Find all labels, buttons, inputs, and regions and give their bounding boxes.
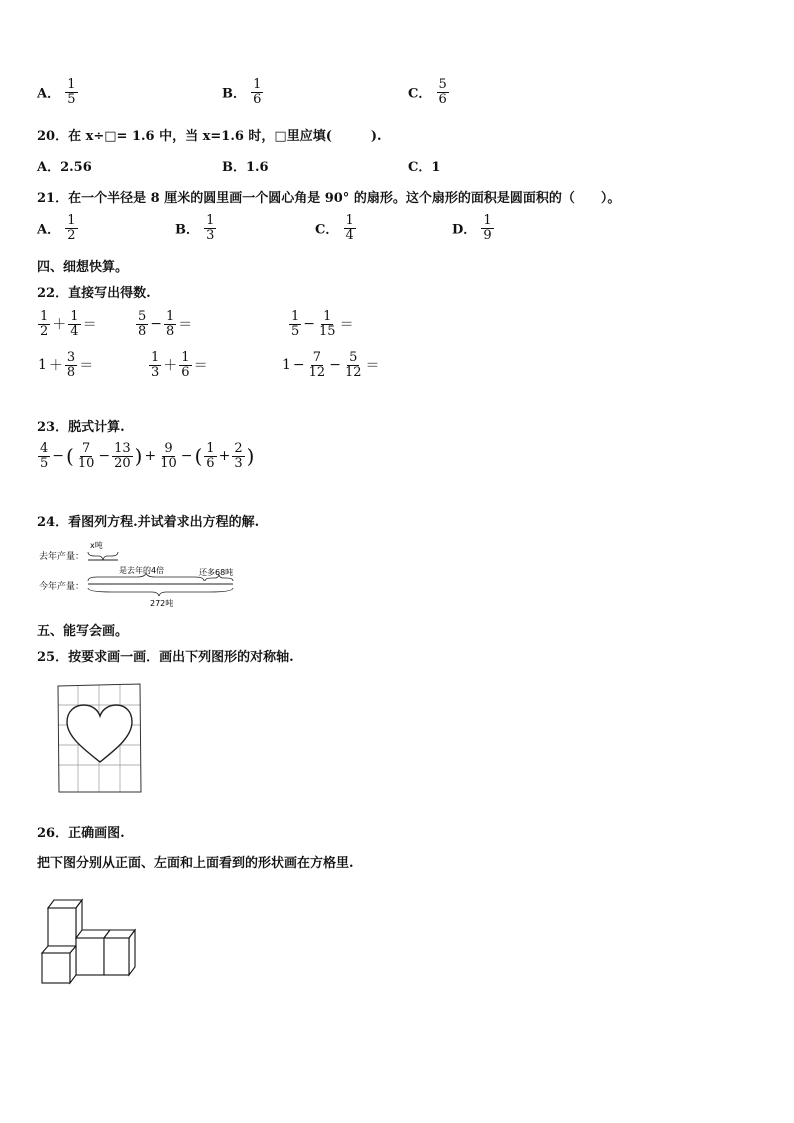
denominator: 8 xyxy=(138,323,147,339)
times-label: 是去年的4倍 xyxy=(119,566,165,575)
paren: ( xyxy=(194,444,203,469)
denominator: 8 xyxy=(166,323,175,339)
equals: ＝ xyxy=(365,358,380,375)
q22-expr-3 xyxy=(288,310,355,338)
q21-stem: 21．在一个半径是 8 厘米的圆里画一个圆心角是 90° 的扇形。这个扇形的面积是圆面积的（ ）。 xyxy=(37,191,621,206)
operator: − xyxy=(303,316,316,333)
q21-option-b xyxy=(175,214,217,242)
operator: − xyxy=(150,316,163,333)
numerator: 1 xyxy=(291,309,300,324)
fraction xyxy=(158,442,179,470)
denominator: 2 xyxy=(67,227,76,243)
section-4-title: 四、细想快算。 xyxy=(37,260,129,275)
numerator: 1 xyxy=(253,77,262,92)
q20-stem: 20．在 x÷□= 1.6 中，当 x=1.6 时，□里应填( ). xyxy=(37,129,382,144)
fraction xyxy=(65,214,77,242)
q25-stem: 25．按要求画一画．画出下列图形的对称轴. xyxy=(37,650,294,665)
q24-stem: 24．看图列方程.并试着求出方程的解. xyxy=(37,515,260,530)
equals: ＝ xyxy=(178,317,193,334)
fraction xyxy=(149,351,161,379)
denominator: 3 xyxy=(206,227,215,243)
numerator: 1 xyxy=(40,309,49,324)
operator: + xyxy=(144,448,157,465)
operator: − xyxy=(98,448,111,465)
numerator: 1 xyxy=(181,350,190,365)
cube-stack-figure xyxy=(38,892,138,986)
q22-expr-6 xyxy=(281,351,380,379)
fraction xyxy=(76,442,97,470)
numerator: 1 xyxy=(67,213,76,228)
numerator: 7 xyxy=(312,350,322,365)
fraction xyxy=(112,442,133,470)
denominator: 15 xyxy=(319,323,336,339)
numerator: 1 xyxy=(151,350,160,365)
operator: ＋ xyxy=(163,358,178,375)
numerator: 7 xyxy=(81,441,91,456)
fraction xyxy=(204,214,216,242)
numerator: 13 xyxy=(114,441,131,456)
denominator: 5 xyxy=(40,455,49,471)
fraction xyxy=(481,214,493,242)
numerator: 1 xyxy=(206,213,215,228)
numerator: 2 xyxy=(234,441,243,456)
fraction xyxy=(251,78,263,106)
operator: ＋ xyxy=(52,317,67,334)
total-label: 272吨 xyxy=(150,599,174,608)
denominator: 10 xyxy=(77,455,95,471)
equals: ＝ xyxy=(82,317,97,334)
q21-option-d xyxy=(452,214,495,242)
denominator: 4 xyxy=(345,227,354,243)
whole-number: 1 xyxy=(282,357,291,374)
denominator: 5 xyxy=(291,323,300,339)
fraction xyxy=(136,310,148,338)
q21-option-c xyxy=(315,214,357,242)
option-letter: C． xyxy=(315,222,339,238)
numerator: 4 xyxy=(40,441,49,456)
denominator: 3 xyxy=(151,364,160,380)
cubes xyxy=(42,900,135,983)
last-year-label: 去年产量： xyxy=(39,552,85,562)
fraction xyxy=(307,351,328,379)
q19-option-c xyxy=(408,78,450,106)
fraction xyxy=(38,310,50,338)
fraction xyxy=(289,310,301,338)
x-label: x吨 xyxy=(90,541,103,550)
section-5-title: 五、能写会画。 xyxy=(37,624,129,639)
numerator: 3 xyxy=(66,350,76,365)
denominator: 9 xyxy=(483,227,492,243)
fraction xyxy=(232,442,244,470)
numerator: 5 xyxy=(349,350,358,365)
whole-number: 1 xyxy=(38,357,47,374)
operator: ＋ xyxy=(48,358,63,375)
more-label: 还多68吨 xyxy=(199,568,234,577)
q23-expression xyxy=(37,442,255,470)
fraction xyxy=(344,214,356,242)
paren: ( xyxy=(66,444,74,469)
fraction xyxy=(179,351,191,379)
paren: ) xyxy=(246,444,255,469)
numerator: 1 xyxy=(483,213,492,228)
fraction xyxy=(38,442,50,470)
q23-stem: 23．脱式计算. xyxy=(37,420,125,435)
denominator: 6 xyxy=(206,455,215,471)
option-letter: D． xyxy=(452,222,477,238)
denominator: 2 xyxy=(40,323,49,339)
numerator: 5 xyxy=(138,309,147,324)
total-brace xyxy=(88,588,233,596)
numerator: 1 xyxy=(70,309,79,324)
heart-grid-figure xyxy=(55,680,143,794)
numerator: 9 xyxy=(164,441,173,456)
numerator: 1 xyxy=(323,309,332,324)
q22-expr-2 xyxy=(135,310,193,338)
q24-line-diagram xyxy=(37,538,247,610)
numerator: 1 xyxy=(67,77,76,92)
q26-instruction: 把下图分别从正面、左面和上面看到的形状画在方格里. xyxy=(37,856,354,871)
option-letter: B． xyxy=(222,86,246,102)
denominator: 12 xyxy=(308,364,326,380)
paren: ) xyxy=(134,444,143,469)
denominator: 12 xyxy=(344,364,362,380)
denominator: 10 xyxy=(160,455,177,471)
denominator: 3 xyxy=(234,455,243,471)
fraction xyxy=(317,310,338,338)
option-letter: B． xyxy=(175,222,199,238)
fraction xyxy=(343,351,364,379)
numerator: 1 xyxy=(166,309,175,324)
q20-option-c: C．1 xyxy=(408,160,441,175)
q19-option-b xyxy=(222,78,264,106)
denominator: 4 xyxy=(70,323,79,339)
q22-expr-4 xyxy=(37,351,94,379)
denominator: 6 xyxy=(253,91,262,107)
fraction xyxy=(437,78,449,106)
denominator: 6 xyxy=(181,364,190,380)
fraction xyxy=(65,351,77,379)
operator: − xyxy=(52,448,65,465)
denominator: 6 xyxy=(438,91,447,107)
equals: ＝ xyxy=(339,317,354,334)
this-year-label: 今年产量： xyxy=(39,582,85,592)
numerator: 5 xyxy=(438,77,447,92)
option-letter: C． xyxy=(408,86,432,102)
operator: − xyxy=(292,357,305,374)
operator: − xyxy=(180,448,193,465)
operator: + xyxy=(218,448,231,465)
q26-stem: 26．正确画图. xyxy=(37,826,125,841)
denominator: 8 xyxy=(66,364,76,380)
option-letter: A． xyxy=(37,222,61,238)
q20-option-a: A．2.56 xyxy=(37,160,92,175)
fraction xyxy=(68,310,80,338)
option-letter: A． xyxy=(37,86,61,102)
q21-option-a xyxy=(37,214,79,242)
numerator: 1 xyxy=(206,441,215,456)
denominator: 20 xyxy=(114,455,131,471)
x-brace xyxy=(88,552,118,560)
operator: − xyxy=(329,357,341,374)
equals: ＝ xyxy=(79,358,94,375)
heart-shape xyxy=(67,705,132,762)
q22-expr-1 xyxy=(37,310,98,338)
fraction xyxy=(164,310,176,338)
denominator: 5 xyxy=(67,91,76,107)
fraction xyxy=(65,78,77,106)
equals: ＝ xyxy=(193,358,208,375)
q22-expr-5 xyxy=(148,351,209,379)
q20-option-b: B．1.6 xyxy=(222,160,269,175)
q19-option-a xyxy=(37,78,79,106)
q22-stem: 22．直接写出得数. xyxy=(37,286,151,301)
numerator: 1 xyxy=(345,213,354,228)
fraction xyxy=(204,442,216,470)
